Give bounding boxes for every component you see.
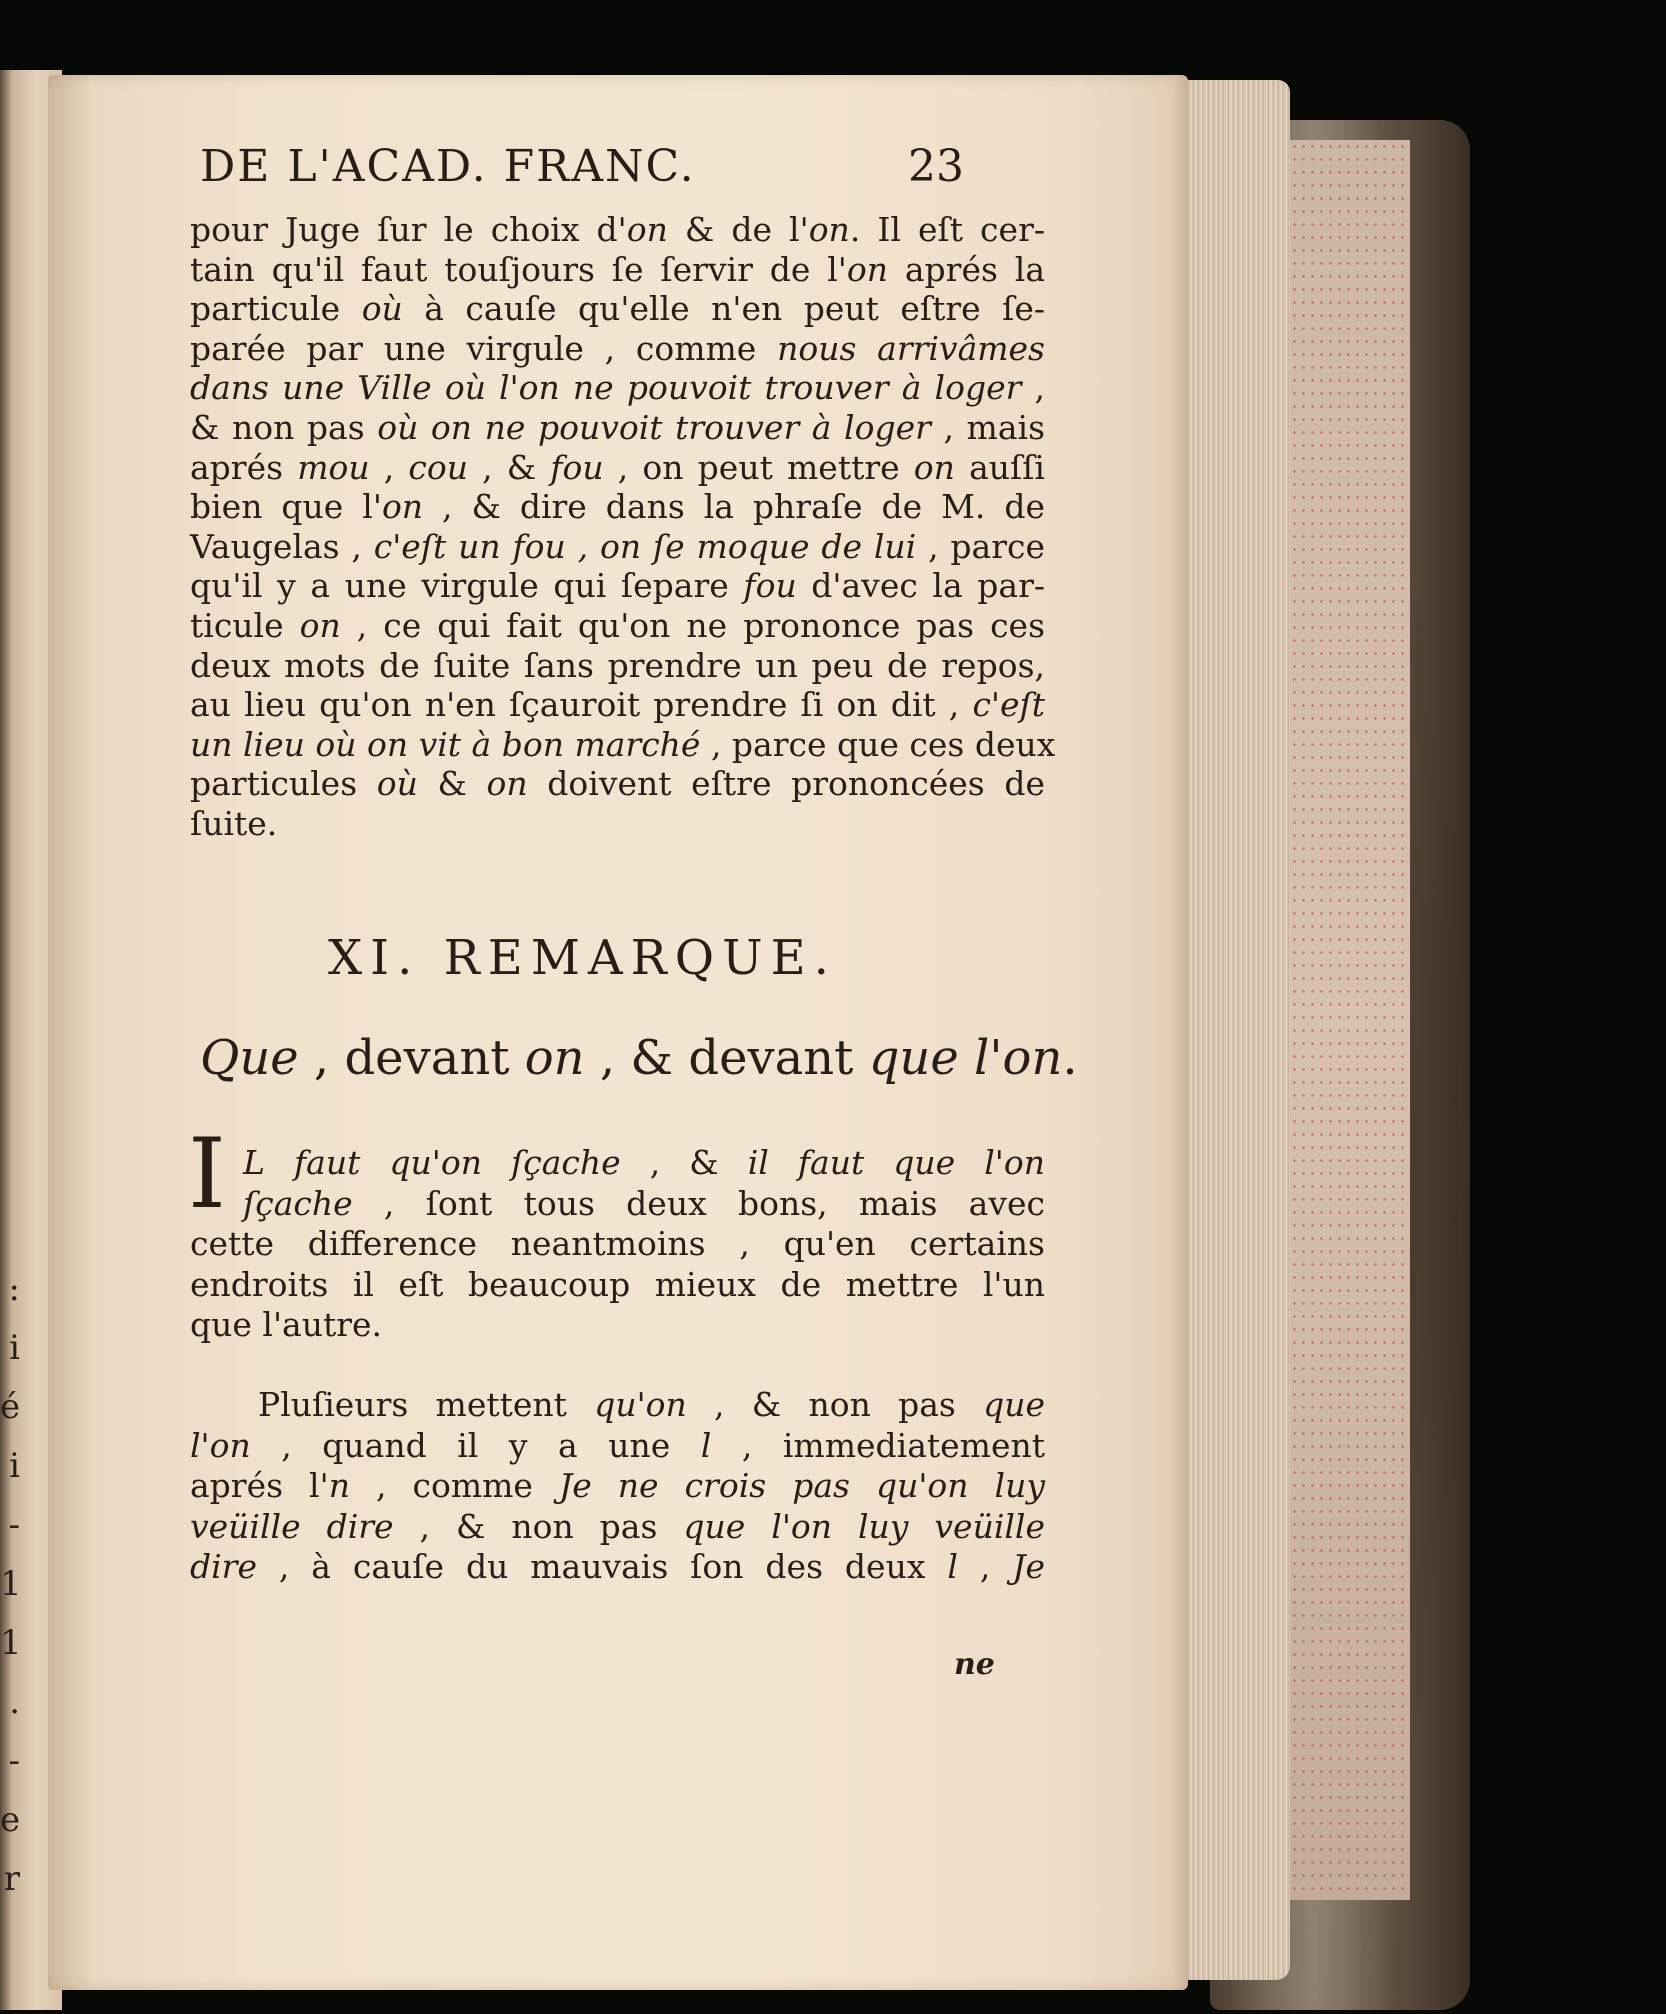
italic-run: que [983,1385,1046,1424]
italic-run: on [486,764,528,804]
page [48,75,1188,1990]
text-run: , mais [930,408,1046,447]
italic-run: que l'on luy veüille [683,1506,1046,1546]
text-line [190,724,1056,765]
text-run: au lieu qu'on n'en ſçauroit prendre ſi on dit , [190,685,973,725]
text-line [190,1547,1045,1587]
text-run: qu'il y a une virgule qui ſepare [190,566,744,606]
drop-cap: I [188,1118,226,1230]
text-run: , parce que ces deux [700,724,1056,764]
italic-run: un lieu où on vit à bon marché [190,724,701,764]
italic-run: où [361,289,403,329]
text-run: ticule [190,606,300,645]
text-line [190,1466,1045,1506]
italic-run: cou [408,447,468,487]
text-run: , [1021,368,1045,408]
text-line [190,804,1045,844]
text-run: & non pas [190,408,378,447]
text-line [190,368,1045,408]
italic-run: l [700,1425,712,1465]
text-line [190,606,1045,646]
text-run: auſſi [954,447,1045,487]
text-line [190,566,1045,606]
text-run: . Il eſt cer- [849,210,1045,249]
section-heading: XI. REMARQUE. [328,930,837,986]
italic-run: c'eſt un fou , on ſe moque de lui [373,526,917,566]
left-page-glyph: é [0,1387,21,1427]
text-run: , parce [916,526,1045,566]
text-run: pour Juge ſur le choix d' [190,210,627,249]
italic-run: qu'on [594,1385,687,1424]
italic-run: mou [297,447,370,487]
text-run: , & dire dans la phraſe de M. de [423,487,1045,527]
italic-run: ſçache [243,1183,353,1223]
left-page-glyph: 1 [0,1564,22,1604]
text-run: tain qu'il faut touſjours ſe ſervir de l' [190,249,847,289]
italic-run: l'on [190,1425,251,1465]
page-number: 23 [908,141,964,192]
left-page-glyph: : [8,1269,20,1309]
text-line [190,289,1045,329]
left-page-glyph: - [8,1741,20,1781]
subtitle-end: . [1062,1030,1078,1086]
italic-run: fou [743,566,797,606]
text-line [190,646,1045,686]
text-run: , [369,447,409,487]
page-edges [1180,80,1290,1980]
text-line [190,448,1045,488]
italic-run: où [376,764,418,804]
text-line [243,1143,1045,1183]
text-run: deux mots de ſuite ſans prendre un peu de repos, [190,645,1045,685]
italic-run: il faut que l'on [747,1143,1045,1182]
text-run: parée par une virgule , comme [190,328,778,368]
text-run: , à cauſe du mauvais ſon des deux [256,1547,948,1586]
left-page-glyph: . [9,1682,20,1722]
text-run: , & non pas [686,1385,984,1424]
text-run: , [957,1547,1013,1586]
text-run: aprés la [888,249,1045,289]
text-line [190,1265,1045,1305]
text-run: particule [190,289,362,329]
text-run: , comme [349,1466,559,1505]
running-head: DE L'ACAD. FRANC. [200,141,696,192]
section-subtitle [200,1030,1078,1086]
text-run: particules [190,764,377,804]
text-run: , ſont tous deux bons, mais avec [352,1183,1045,1223]
italic-run: Je [1012,1547,1045,1586]
italic-run: Je ne crois pas qu'on luy [558,1466,1046,1505]
text-run: endroits il eſt beaucoup mieux de mettre l'un [190,1264,1045,1304]
text-line [190,685,1045,725]
text-run: cette difference neantmoins , qu'en certains [190,1224,1045,1263]
text-run: , quand il y a une [250,1425,701,1465]
italic-run: on [381,487,424,527]
text-run: & de l' [667,210,809,249]
italic-run: c'eſt [972,685,1045,725]
text-run: aprés l' [190,1466,329,1505]
italic-run: nous arrivâmes [777,328,1045,368]
left-page-glyph: r [3,1859,20,1899]
subtitle-sep-2: , & devant [584,1030,869,1086]
left-page-glyph: e [0,1800,21,1840]
text-line [190,408,1045,448]
text-line [190,1426,1045,1466]
italic-run: veüille dire [190,1506,394,1546]
italic-run: fou [550,447,604,487]
italic-run: n [328,1466,350,1505]
left-page-glyph: - [8,1505,20,1545]
text-run: & [417,764,487,804]
italic-run: on [913,447,955,487]
subtitle-on: on [524,1030,585,1086]
text-line [190,487,1045,527]
italic-run: on [299,606,341,645]
text-line [190,1305,1045,1345]
text-line [243,1184,1045,1224]
italic-run: où on ne pouvoit trouver à loger [377,408,931,447]
text-line [190,527,1045,567]
left-page-glyph: i [9,1328,20,1368]
text-line [190,1224,1045,1264]
text-run: , on peut mettre [603,447,914,487]
text-run: , ce qui fait qu'on ne prononce pas ces [340,606,1046,645]
text-line [190,329,1045,369]
text-run: doivent eſtre prononcées de [527,764,1045,804]
text-run: , & [468,447,551,487]
text-run: , & non pas [393,1506,684,1546]
text-line [190,250,1045,290]
text-run: Pluſieurs mettent [258,1385,595,1424]
left-page-glyph: i [9,1446,20,1486]
text-line [190,764,1045,804]
text-line [190,210,1045,250]
text-run: , & [620,1143,748,1182]
subtitle-que-lon: que l'on [868,1030,1063,1086]
italic-run: dans une Ville où l'on ne pouvoit trouver à loger [190,368,1022,408]
italic-run: on [846,249,889,289]
subtitle-sep-1: , devant [298,1030,525,1086]
text-run: bien que l' [190,487,382,527]
text-run: Vaugelas , [190,526,374,566]
text-run: , immediatement [711,1425,1045,1465]
speckled-fore-edge [1290,140,1410,1900]
text-line [258,1385,1045,1425]
italic-run: l [947,1547,958,1586]
italic-run: L faut qu'on ſçache [243,1143,621,1182]
italic-run: on [626,210,668,249]
text-run: que l'autre. [190,1305,383,1344]
left-page-glyphs [0,1260,20,1909]
italic-run: on [808,210,850,249]
text-run: à cauſe qu'elle n'en peut eſtre ſe- [402,289,1045,329]
text-run: ſuite. [190,804,278,843]
catchword: ne [954,1647,995,1682]
text-line [190,1507,1045,1547]
left-page-glyph: 1 [0,1623,22,1663]
text-run: aprés [190,447,298,487]
text-run: d'avec la par- [796,566,1045,606]
italic-run: dire [190,1547,257,1586]
subtitle-que: Que [200,1030,299,1086]
